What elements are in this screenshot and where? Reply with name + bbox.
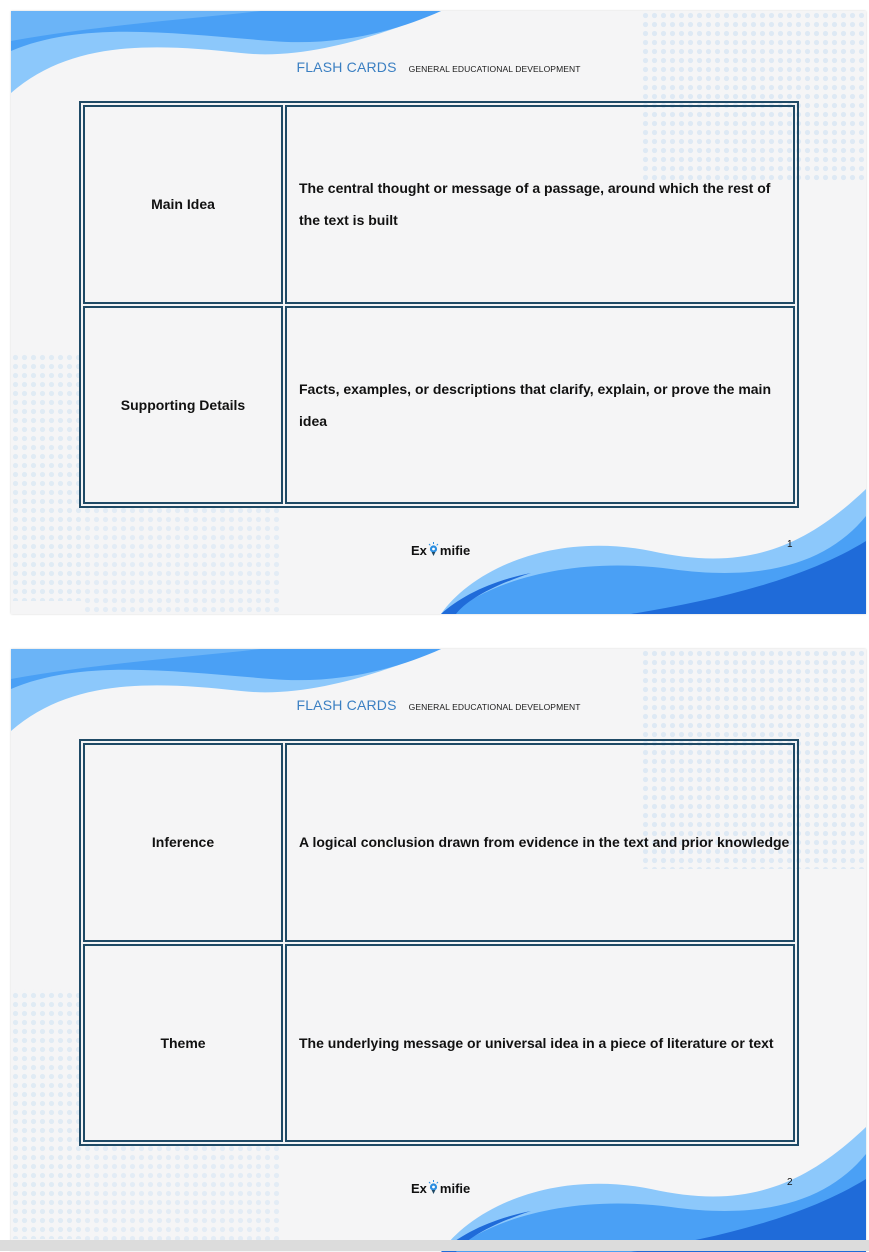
flashcard-table xyxy=(79,101,799,508)
page-header xyxy=(11,697,866,715)
card-definition: A logical conclusion drawn from evidence in the text and prior knowledge xyxy=(285,743,795,942)
document-page-2 xyxy=(11,649,866,1252)
logo-text-prefix: Ex xyxy=(411,543,427,558)
header-title: FLASH CARDS xyxy=(296,59,397,75)
card-term: Supporting Details xyxy=(83,306,283,505)
card-term: Inference xyxy=(83,743,283,942)
document-page-1 xyxy=(11,11,866,614)
card-definition: The underlying message or universal idea in a piece of literature or text xyxy=(285,944,795,1143)
table-row xyxy=(83,743,795,942)
header-title: FLASH CARDS xyxy=(296,697,397,713)
header-subtitle: GENERAL EDUCATIONAL DEVELOPMENT xyxy=(408,64,581,74)
card-term: Theme xyxy=(83,944,283,1143)
eximifie-logo xyxy=(411,542,470,560)
header-subtitle: GENERAL EDUCATIONAL DEVELOPMENT xyxy=(408,702,581,712)
card-term: Main Idea xyxy=(83,105,283,304)
viewer-scroll-edge xyxy=(0,1240,869,1251)
page-header xyxy=(11,59,866,77)
page-number: 1 xyxy=(787,539,793,550)
table-row xyxy=(83,306,795,505)
card-definition: Facts, examples, or descriptions that clarify, explain, or prove the main idea xyxy=(285,306,795,505)
table-row xyxy=(83,105,795,304)
logo-text-prefix: Ex xyxy=(411,1181,427,1196)
table-row xyxy=(83,944,795,1143)
lightbulb-icon xyxy=(428,542,439,560)
card-definition: The central thought or message of a passage, around which the rest of the text is built xyxy=(285,105,795,304)
page-number: 2 xyxy=(787,1177,793,1188)
logo-text-suffix: mifie xyxy=(439,543,471,558)
logo-text-suffix: mifie xyxy=(439,1181,471,1196)
lightbulb-icon xyxy=(428,1180,439,1198)
flashcard-table xyxy=(79,739,799,1146)
eximifie-logo xyxy=(411,1180,470,1198)
